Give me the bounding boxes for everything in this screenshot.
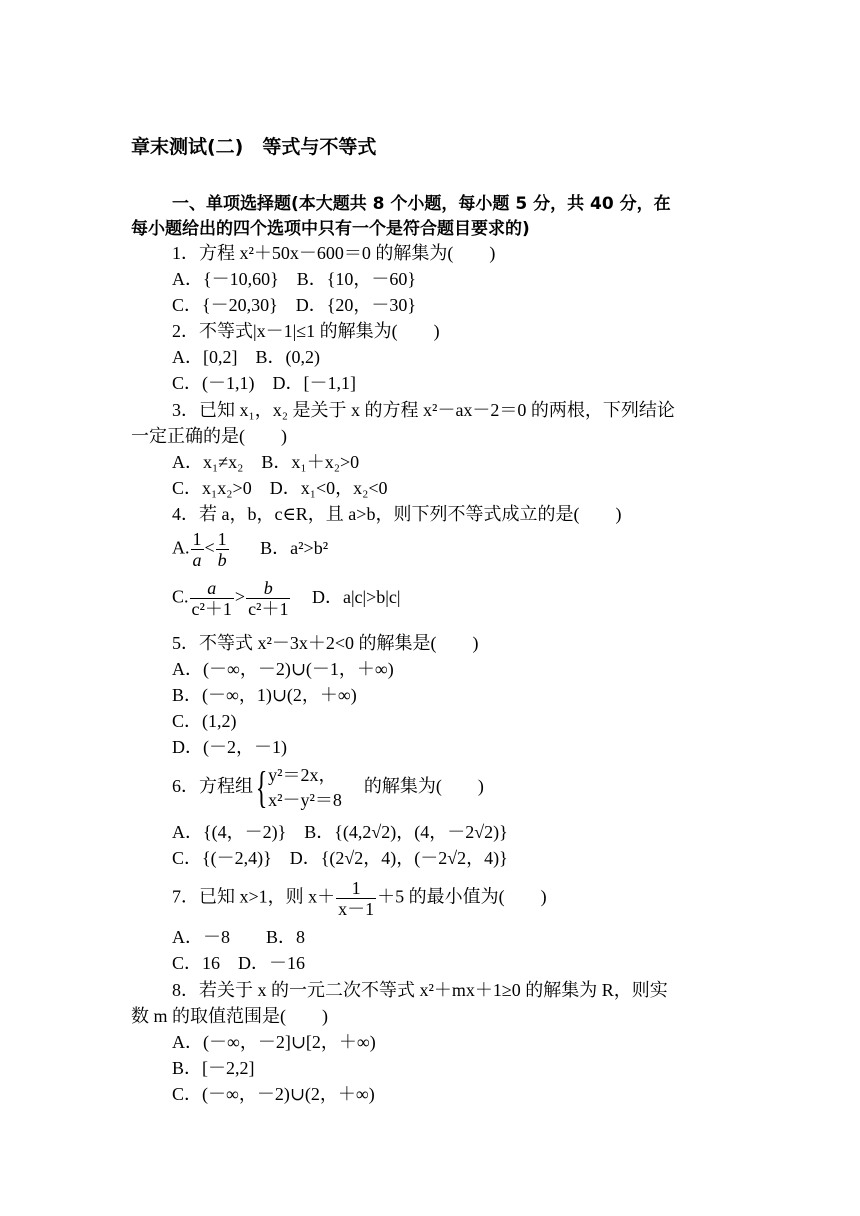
q6-lead: 6．方程组 — [172, 776, 253, 797]
numerator: b — [246, 578, 290, 599]
fraction — [216, 529, 229, 570]
q8-stem-cont: 数 m 的取值范围是( ) — [131, 1006, 328, 1026]
brace-icon: { — [255, 763, 268, 812]
denominator: a — [192, 550, 202, 570]
q8-option-a: A．(－∞，－2]∪[2，＋∞) — [172, 1032, 376, 1052]
q4-b-option: B．a²>b² — [260, 537, 329, 558]
fraction — [246, 578, 290, 619]
q7-lead: 7．已知 x>1，则 x＋ — [172, 886, 336, 907]
q3-options-ab: A．x₁≠x₂ B．x₁＋x₂>0 — [172, 452, 360, 472]
page-title: 章末测试(二) 等式与不等式 — [131, 136, 377, 158]
fraction — [190, 578, 234, 619]
q5-option-d: D．(－2，－1) — [172, 737, 287, 757]
numerator: a — [190, 578, 234, 599]
numerator: 1 — [192, 529, 202, 549]
section-heading-cont: 每小题给出的四个选项中只有一个是符合题目要求的) — [131, 219, 530, 239]
q4-d-option: D．a|c|>b|c| — [311, 586, 401, 607]
equation-system — [268, 763, 342, 813]
q6-tail: 的解集为( ) — [363, 776, 484, 797]
q5-option-c: C．(1,2) — [172, 711, 237, 731]
q8-stem: 8．若关于 x 的一元二次不等式 x²＋mx＋1≥0 的解集为 R，则实 — [172, 980, 668, 1000]
q2-options-ab: A．[0,2] B．(0,2) — [172, 347, 320, 367]
q1-options-ab: A．{－10,60} B．{10，－60} — [172, 269, 417, 289]
equation-1: y²＝2x， — [268, 765, 337, 785]
operator: > — [234, 586, 246, 607]
q3-stem: 3．已知 x₁，x₂ 是关于 x 的方程 x²－ax－2＝0 的两根，下列结论 — [172, 400, 675, 420]
q7-options-ab: A．－8 B．8 — [172, 927, 306, 947]
q7-options-cd: C．16 D．－16 — [172, 953, 306, 973]
q3-stem-cont: 一定正确的是( ) — [131, 426, 287, 446]
q7-tail: ＋5 的最小值为( ) — [377, 886, 547, 907]
fraction — [336, 878, 376, 919]
numerator: 1 — [217, 529, 227, 549]
equation-2: x²－y²＝8 — [268, 790, 342, 810]
q5-stem: 5．不等式 x²－3x＋2<0 的解集是( ) — [172, 633, 479, 653]
q8-option-c: C．(－∞，－2)∪(2，＋∞) — [172, 1084, 375, 1104]
q4-c-label: C. — [172, 586, 189, 607]
q4-options-cd — [172, 578, 401, 619]
q2-options-cd: C．(－1,1) D．[－1,1] — [172, 373, 356, 393]
numerator: 1 — [336, 878, 376, 899]
q6-stem — [172, 763, 484, 813]
denominator: x－1 — [338, 899, 375, 919]
q6-options-cd: C．{(－2,4)} D．{(2√2，4)，(－2√2，4)} — [172, 848, 508, 868]
section-heading: 一、单项选择题(本大题共 8 个小题，每小题 5 分，共 40 分，在 — [172, 194, 671, 214]
q3-options-cd: C．x₁x₂>0 D．x₁<0，x₂<0 — [172, 478, 388, 498]
q8-option-b: B．[－2,2] — [172, 1058, 255, 1078]
q2-stem: 2．不等式|x－1|≤1 的解集为( ) — [172, 321, 440, 341]
q5-option-b: B．(－∞，1)∪(2，＋∞) — [172, 685, 357, 705]
operator: < — [204, 537, 215, 558]
q1-stem: 1．方程 x²＋50x－600＝0 的解集为( ) — [172, 243, 496, 263]
denominator: b — [217, 550, 227, 570]
q4-stem: 4．若 a，b，c∈R，且 a>b，则下列不等式成立的是( ) — [172, 504, 622, 524]
q7-stem — [172, 878, 547, 919]
fraction — [191, 529, 204, 570]
q1-options-cd: C．{－20,30} D．{20，－30} — [172, 295, 417, 315]
q5-option-a: A．(－∞，－2)∪(－1，＋∞) — [172, 659, 394, 679]
q6-options-ab: A．{(4，－2)} B．{(4,2√2)，(4，－2√2)} — [172, 822, 508, 842]
denominator: c²＋1 — [191, 599, 232, 619]
q4-a-label: A. — [172, 537, 190, 558]
denominator: c²＋1 — [248, 599, 289, 619]
q4-options-ab — [172, 529, 328, 570]
